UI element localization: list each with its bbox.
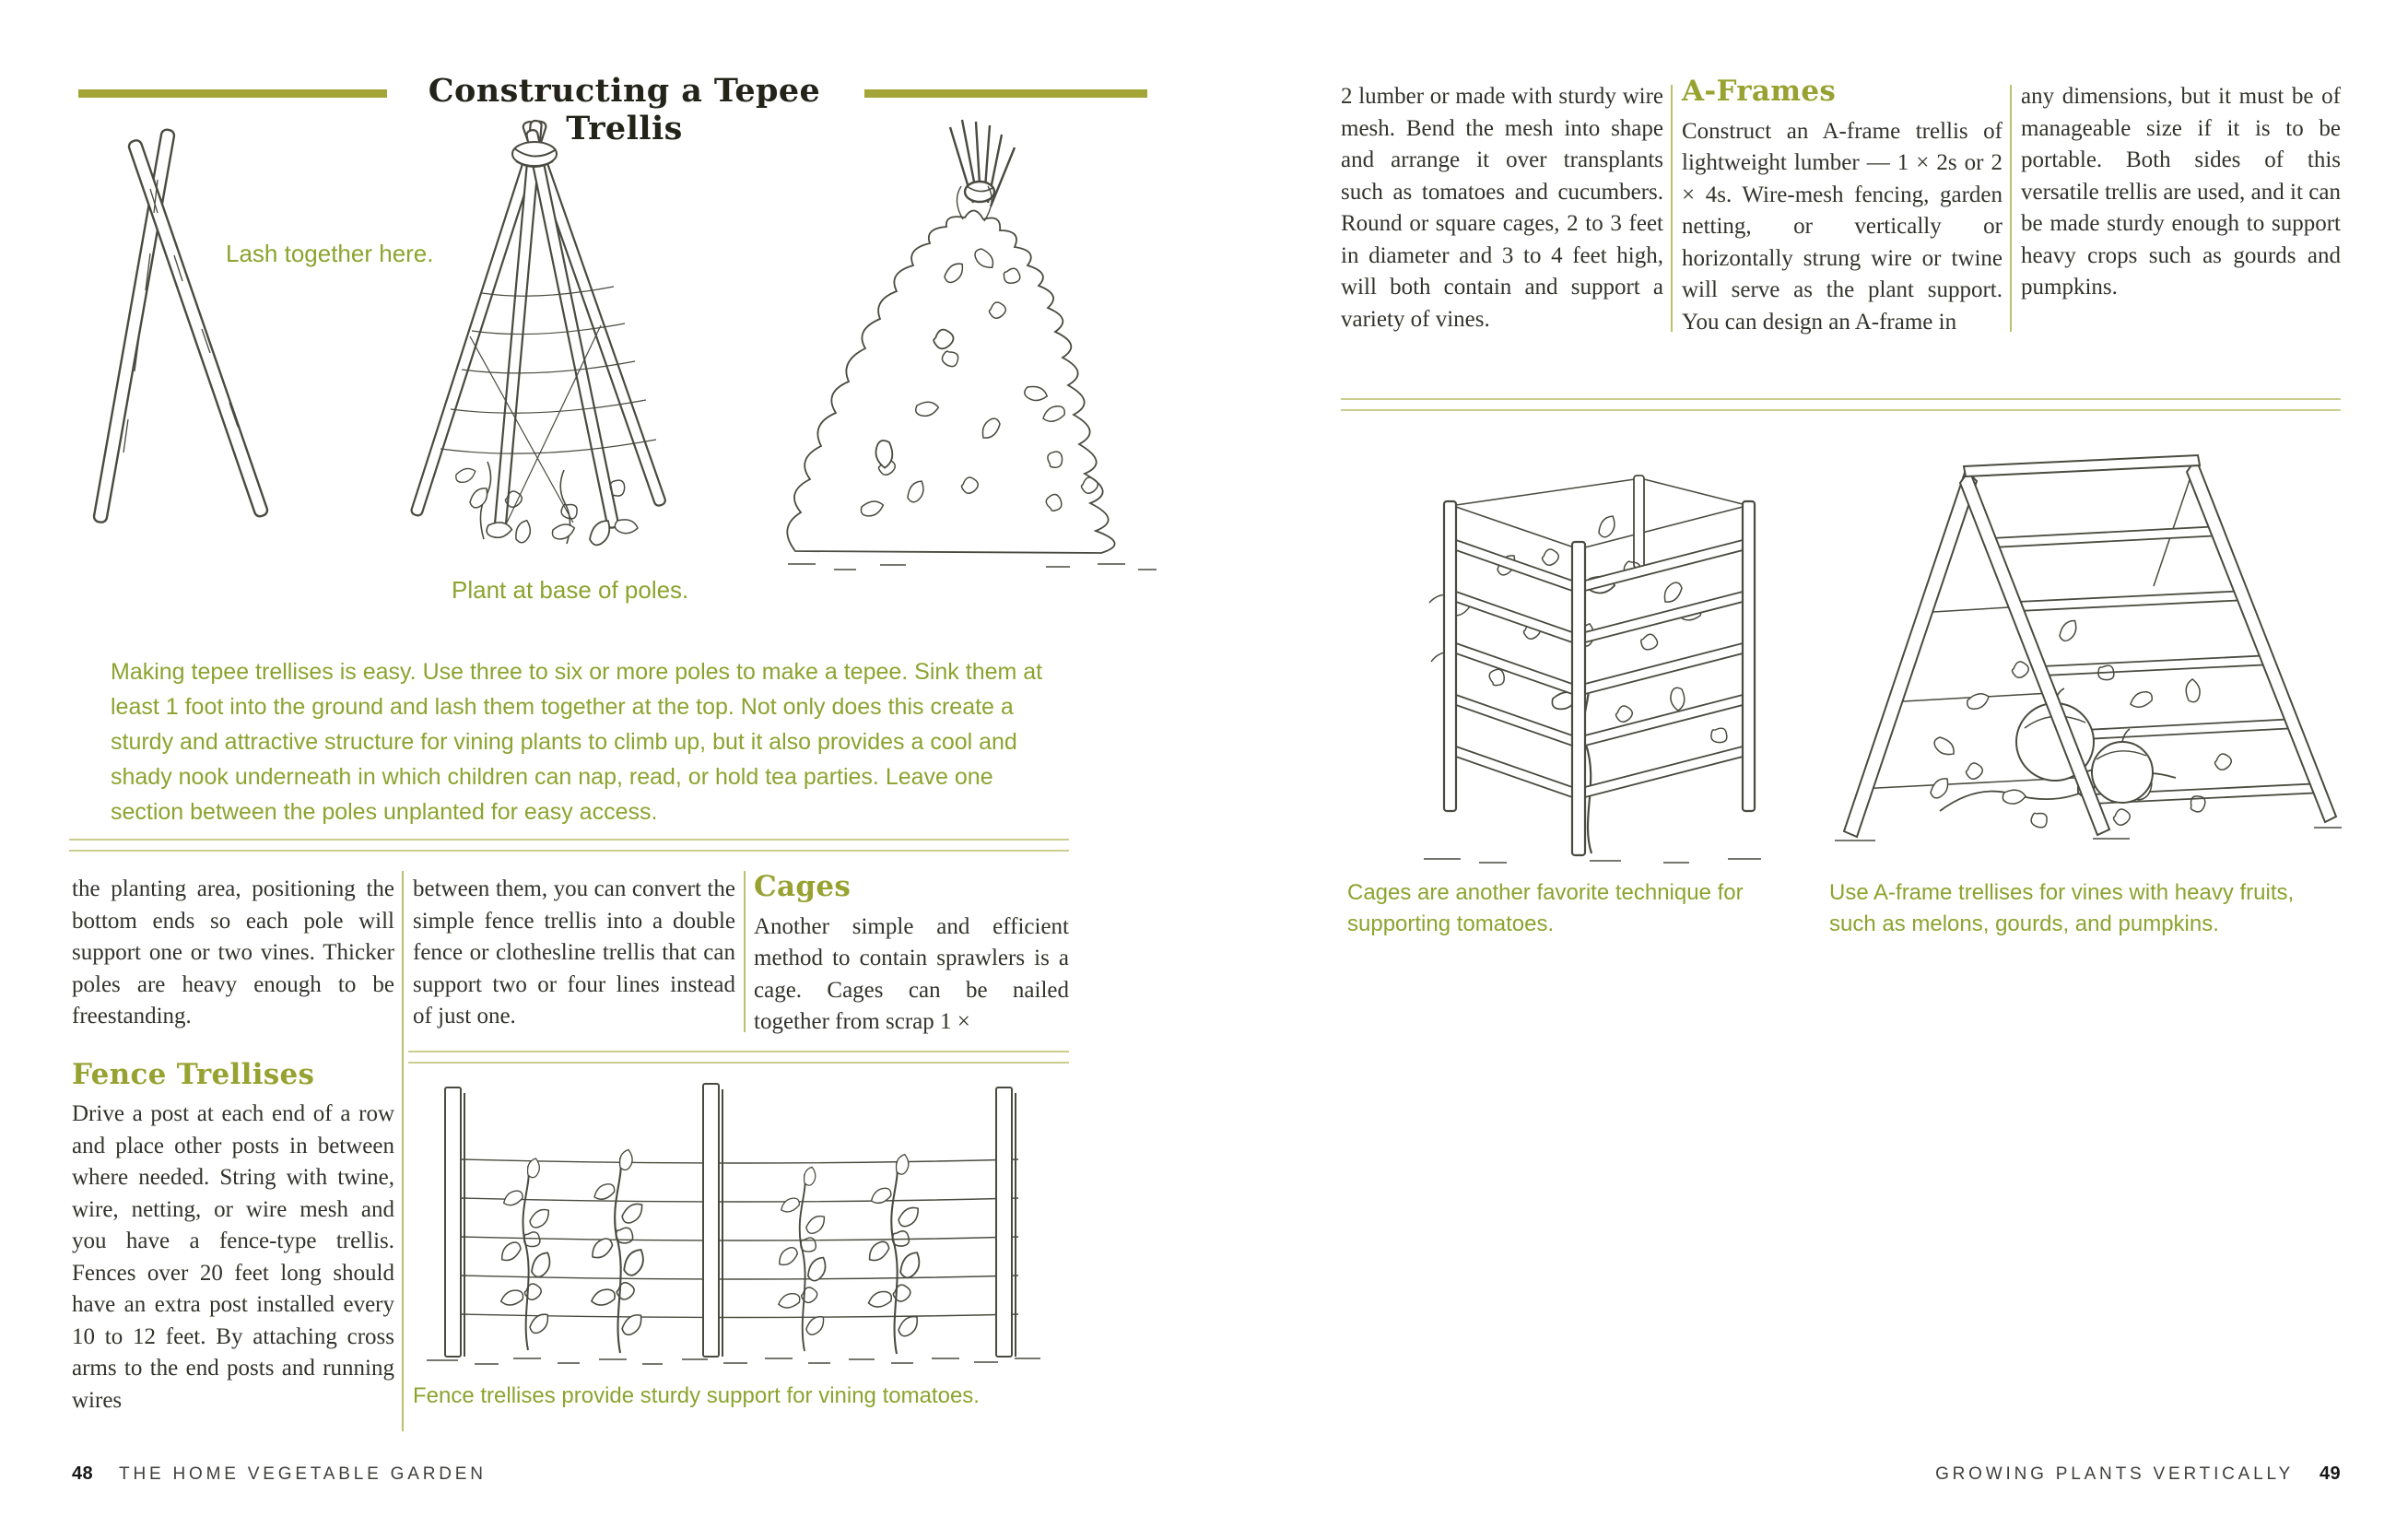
page-number: 49 [2319,1464,2341,1484]
body-paragraph: Construct an A-frame trellis of lightweight lumber — 1 × 2s or 2 × 4s. Wire-mesh fencing, garden netting, or vertically or horizontally strung wire or twine will serve as the plant support. You can design an A-frame in [1682,118,2003,335]
left-column-3 [754,871,1069,1039]
plant-label: Plant at base of poles. [452,576,689,604]
figure-divider-rule [408,1051,1069,1064]
left-face-rails [1456,540,1572,797]
tepee-poles [410,120,666,530]
column-divider [744,871,746,1032]
running-title: GROWING PLANTS VERTICALLY [1935,1464,2294,1484]
cages-heading: Cages [754,870,852,903]
left-column-2 [413,874,735,1033]
section-divider-rule [1341,398,2341,411]
right-column-2 [1682,76,2003,338]
lash-label: Lash together here. [226,240,434,267]
tepee-intro-text: Making tepee trellises is easy. Use three to six or more poles to make a tepee. Sink them at least 1 foot into the ground and lash them together at the top. Not only does this create a sturdy and attractive structure for vining plants to climb up, but it also provides a cool and shady nook underneath in which children can nap, read, or hold tea parties. Leave one section between the poles unplanted for easy access. [111,659,1043,825]
aframe-caption: Use A-frame trellises for vines with heavy fruits, such as melons, gourds, and pumpkins. [1829,880,2295,937]
wires [461,1159,1018,1318]
ground-marks [427,1358,1040,1364]
tomato-cage-illustration [1359,422,1820,864]
header-rule-right [864,89,1147,98]
poles [93,129,269,523]
column-divider [2010,85,2012,332]
page-number: 48 [72,1464,94,1484]
fence-trellises-heading: Fence Trellises [72,1057,315,1091]
header-rule-left [78,89,387,98]
cage-caption: Cages are another favorite technique for supporting tomatoes. [1347,880,1744,937]
section-divider-rule [69,839,1069,852]
frame-rails [1844,455,2336,837]
foliage-mound [787,210,1114,553]
crossed-poles-illustration [69,115,300,530]
ground-marks [1835,828,2342,841]
body-paragraph: Drive a post at each end of a row and place other posts in between where needed. String with twine, wire, netting, or wire mesh and you have a fence-type trellis. Fences over 20 feet long should have an extra post installed every 10 to 12 feet. By attaching cross arms to the end posts and running wires [72,1101,394,1413]
body-paragraph: any dimensions, but it must be of manageable size if it is to be portable. Both sides of this versatile trellis are used, and it can be made sturdy enough to support heavy crops such as gourds and pumpkins. [2021,84,2341,300]
back-post [1634,476,1644,568]
column-divider [1671,85,1673,332]
a-frames-heading: A-Frames [1682,75,1837,108]
page-title: Constructing a Tepee Trellis [428,72,821,147]
ground-marks [1424,859,1761,863]
right-column-3 [2021,81,2341,304]
top-rim [1456,479,1746,547]
right-column-1 [1341,81,1663,335]
ground-marks [788,564,1157,570]
covered-tepee-illustration [769,111,1166,608]
fence-caption: Fence trellises provide sturdy support for vining tomatoes. [413,1383,980,1408]
left-column-1 [72,874,394,1417]
body-paragraph: Another simple and efficient method to contain sprawlers is a cage. Cages can be nailed together from scrap 1 × [754,913,1069,1035]
lashing [512,142,557,167]
running-title: THE HOME VEGETABLE GARDEN [119,1464,487,1484]
tepee-frame-illustration [332,106,765,585]
body-paragraph: the planting area, positioning the bottom ends so each pole will support one or two vines. Thicker poles are heavy enough to be freestanding. [72,876,394,1029]
a-frame-illustration [1829,424,2345,862]
body-paragraph: between them, you can convert the simple fence trellis into a double fence or clothesline trellis that can support two or four lines instead of just one. [413,876,735,1029]
right-page-footer [1751,1464,2341,1485]
right-face-rails [1585,540,1743,797]
left-page-footer [72,1464,717,1485]
pole-bundle [950,120,1015,206]
body-paragraph: 2 lumber or made with sturdy wire mesh. Bend the mesh into shape and arrange it over transplants such as tomatoes and cucumbers. Round or square cages, 2 to 3 feet in diameter and 3 to 4 feet high, will both contain and support a variety of vines. [1341,84,1663,332]
column-divider [402,871,404,1431]
fence-trellis-illustration [410,1078,1069,1378]
